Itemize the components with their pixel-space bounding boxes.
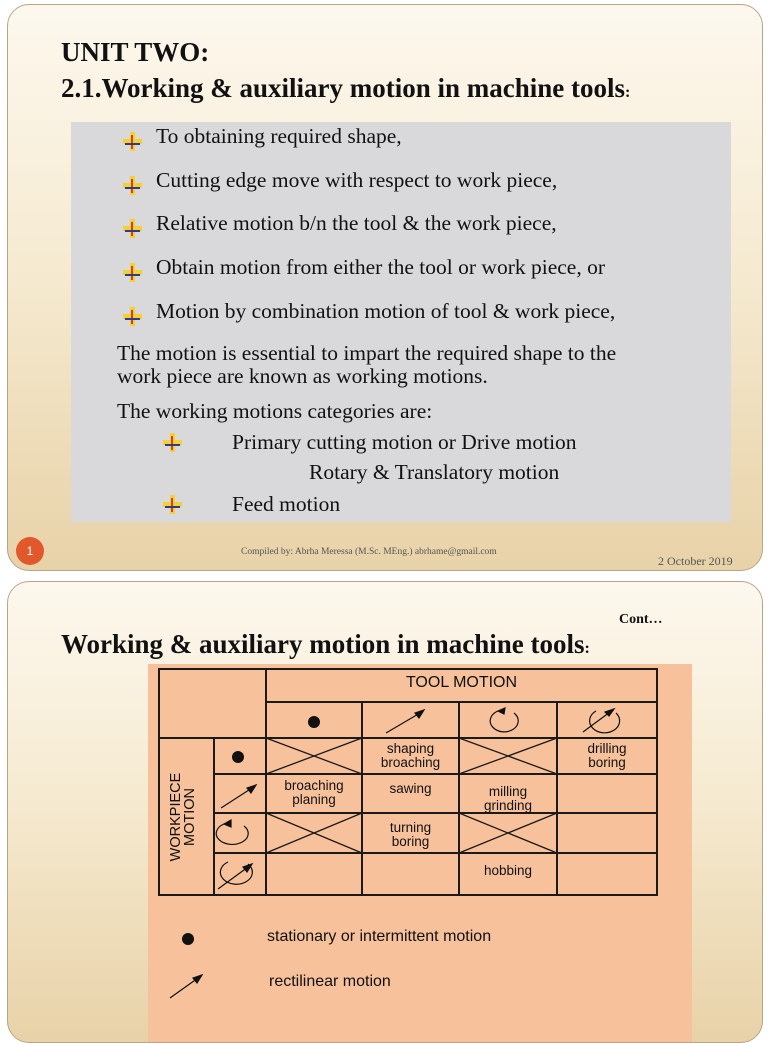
bullet-plus-icon bbox=[123, 219, 142, 238]
legend-dot-icon bbox=[182, 933, 194, 945]
heading-text: 2.1.Working & auxiliary motion in machine tools bbox=[61, 73, 626, 103]
categories-intro: The working motions categories are: bbox=[117, 399, 433, 423]
dot-icon bbox=[308, 716, 320, 728]
cell-broaching-planing: broaching planing bbox=[284, 778, 344, 807]
heading-colon: : bbox=[625, 84, 631, 101]
cell-sawing: sawing bbox=[389, 781, 432, 796]
rotation-arrow-icon bbox=[218, 862, 252, 889]
bullet-plus-icon bbox=[123, 263, 142, 282]
slide-heading bbox=[61, 629, 590, 660]
bullet-item: Motion by combination motion of tool & work piece, bbox=[156, 299, 616, 323]
cell-turning-boring: turning boring bbox=[389, 820, 432, 849]
bullet-item: Relative motion b/n the tool & the work piece, bbox=[156, 211, 557, 235]
legend-arrow-icon bbox=[170, 975, 202, 998]
bullet-item: Obtain motion from either the tool or work piece, or bbox=[156, 255, 605, 279]
slide-number-badge: 1 bbox=[16, 537, 44, 565]
dot-icon bbox=[232, 751, 244, 763]
arrow-icon bbox=[221, 785, 256, 808]
cell-shaping-broaching: shaping broaching bbox=[380, 741, 441, 770]
bullet-item: Cutting edge move with respect to work piece, bbox=[156, 168, 558, 192]
cell-hobbing: hobbing bbox=[483, 863, 533, 878]
tool-motion-header: TOOL MOTION bbox=[405, 674, 518, 691]
cont-label: Cont… bbox=[619, 612, 663, 627]
motion-diagram bbox=[148, 664, 692, 1043]
footer-date: 2 October 2019 bbox=[658, 554, 733, 568]
workpiece-motion-header: WORKPIECE MOTION bbox=[168, 772, 198, 862]
unit-title: UNIT TWO: bbox=[61, 37, 210, 67]
bullet-plus-icon bbox=[123, 176, 142, 195]
cell-milling-grinding: milling grinding bbox=[483, 784, 533, 813]
cell-drilling-boring: drilling boring bbox=[587, 741, 627, 770]
legend-stationary-label: stationary or intermittent motion bbox=[267, 928, 492, 945]
bullet-plus-icon bbox=[123, 132, 142, 151]
motion-grid bbox=[148, 664, 692, 1043]
footer-credit: Compiled by: Abrha Meressa (M.Sc. MEng.) abrhame@gmail.com bbox=[241, 547, 497, 557]
paragraph-line: work piece are known as working motions. bbox=[117, 364, 488, 388]
bullet-item: To obtaining required shape, bbox=[156, 124, 402, 148]
bullet-plus-icon bbox=[163, 433, 182, 452]
bullet-plus-icon bbox=[123, 307, 142, 326]
slide-2 bbox=[7, 581, 763, 1043]
paragraph-line: The motion is essential to impart the required shape to the bbox=[117, 341, 617, 365]
rotation-icon bbox=[490, 708, 518, 732]
heading-colon: : bbox=[584, 640, 590, 657]
category-subitem: Rotary & Translatory motion bbox=[309, 460, 560, 484]
content-box bbox=[71, 122, 731, 522]
slide-heading bbox=[61, 73, 630, 104]
slide-1 bbox=[7, 4, 763, 571]
legend-rectilinear-label: rectilinear motion bbox=[269, 973, 391, 990]
bullet-plus-icon bbox=[163, 495, 182, 514]
rotation-arrow-icon bbox=[583, 709, 620, 733]
arrow-icon bbox=[386, 710, 424, 733]
category-item: Feed motion bbox=[232, 492, 341, 516]
heading-text: Working & auxiliary motion in machine tools bbox=[61, 629, 585, 659]
rotation-icon bbox=[216, 820, 248, 844]
category-item: Primary cutting motion or Drive motion bbox=[232, 430, 577, 454]
